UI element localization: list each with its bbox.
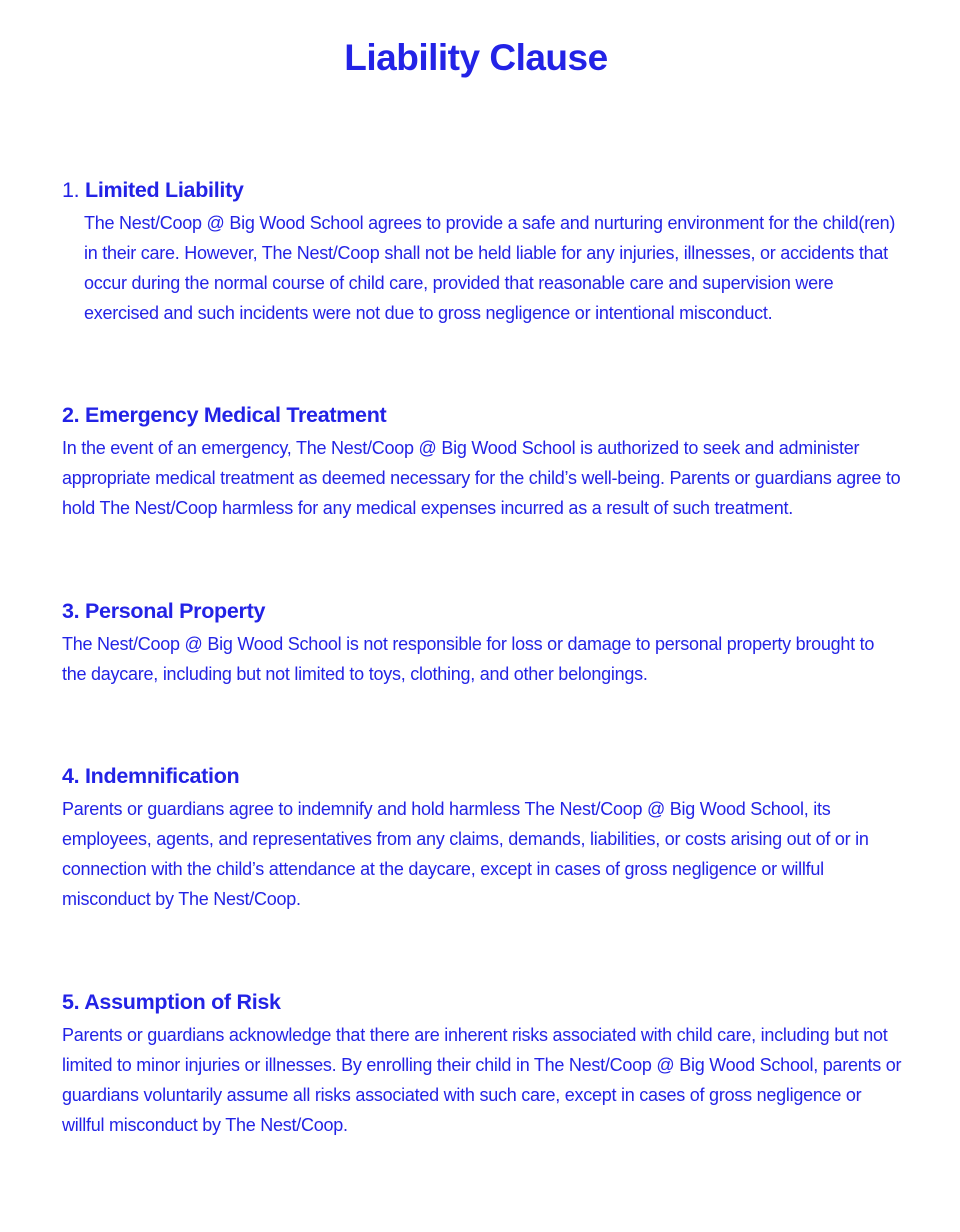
section-heading-text: Limited Liability	[85, 178, 244, 202]
section-heading: 2. Emergency Medical Treatment	[62, 403, 387, 427]
page-title: Liability Clause	[344, 37, 608, 78]
section-body: In the event of an emergency, The Nest/Coop @ Big Wood School is authorized to seek and administer appropriate medical treatment as deemed necessary for the child’s well-being. Parents or guardians agree to hold The Nest/Coop harmless for any medical expenses incurred as a result of such treatment.	[62, 438, 901, 518]
section-indemnification	[62, 762, 902, 914]
section-heading: 4. Indemnification	[62, 764, 240, 788]
section-heading: 5. Assumption of Risk	[62, 990, 281, 1014]
section-limited-liability	[62, 176, 902, 328]
section-body: Parents or guardians acknowledge that there are inherent risks associated with child care, including but not limited to minor injuries or illnesses. By enrolling their child in The Nest/Coop @ Big Wood School, parents or guardians voluntarily assume all risks associated with such care, except in cases of gross negligence or willful misconduct by The Nest/Coop.	[62, 1025, 902, 1135]
section-body: Parents or guardians agree to indemnify and hold harmless The Nest/Coop @ Big Wood School, its employees, agents, and representatives from any claims, demands, liabilities, or costs arising out of or in connection with the child’s attendance at the daycare, except in cases of gross negligence or willful misconduct by The Nest/Coop.	[62, 799, 869, 909]
section-emergency-medical-treatment	[62, 401, 902, 523]
section-body: The Nest/Coop @ Big Wood School agrees to provide a safe and nurturing environment for the child(ren) in their care. However, The Nest/Coop shall not be held liable for any injuries, illnesses, or accidents that occur during the normal course of child care, provided that reasonable care and supervision were exercised and such incidents were not due to gross negligence or intentional misconduct.	[84, 213, 896, 323]
section-heading: 3. Personal Property	[62, 599, 266, 623]
section-body: The Nest/Coop @ Big Wood School is not responsible for loss or damage to personal property brought to the daycare, including but not limited to toys, clothing, and other belongings.	[62, 634, 875, 684]
section-personal-property	[62, 597, 902, 689]
section-heading	[62, 176, 902, 204]
section-number: 1.	[62, 178, 80, 202]
section-assumption-of-risk	[62, 988, 902, 1140]
